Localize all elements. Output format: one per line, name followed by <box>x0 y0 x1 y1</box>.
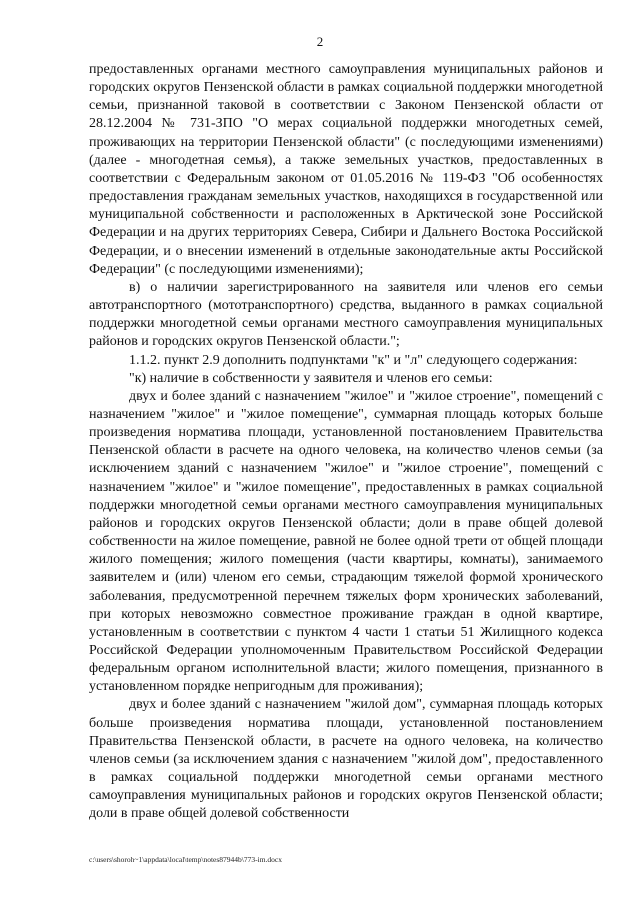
document-body <box>89 61 603 824</box>
paragraph: в) о наличии зарегистрированного на заявителя или членов его семьи автотранспортного (мототранспортного) средства, выданного в рамках социальной поддержки многодетной семьи органами местного самоуправления муниципальных районов и городских округов Пензенской области."; <box>89 279 603 350</box>
paragraph: двух и более зданий с назначением "жилой дом", суммарная площадь которых больше произведения норматива площади, установленной постановлением Правительства Пензенской области, в расчете на одного человека, на количество членов семьи (за исключением здания с назначением "жилой дом", предоставленного в рамках социальной поддержки многодетной семьи органами местного самоуправления муниципальных районов и городских округов Пензенской области; доли в праве общей долевой собственности <box>89 697 603 822</box>
page-number: 2 <box>316 34 324 49</box>
paragraph: 1.1.2. пункт 2.9 дополнить подпунктами "к" и "л" следующего содержания: <box>129 352 578 368</box>
paragraph: предоставленных органами местного самоуправления муниципальных районов и городских округов Пензенской области в рамках социальной поддержки многодетной семьи, признанной таковой в соответствии с Законом Пензенской области от 28.12.2004 № 731-ЗПО "О мерах социальной поддержки многодетных семей, проживающих на территории Пензенской области" (с последующими изменениями) (далее - многодетная семья), а также земельных участков, предоставленных в соответствии с Федеральным законом от 01.05.2016 № 119-ФЗ "Об особенностях предоставления гражданам земельных участков, находящихся в государственной или муниципальной собственности и расположенных в Арктической зоне Российской Федерации и на других территориях Севера, Сибири и Дальнего Востока Российской Федерации, и о внесении изменений в отдельные законодательные акты Российской Федерации" (с последующими изменениями); <box>89 62 603 277</box>
file-path-footer: c:\users\shoroh~1\appdata\local\temp\notes87944b\773-im.docx <box>89 855 282 864</box>
paragraph: двух и более зданий с назначением "жилое" и "жилое строение", помещений с назначением "жилое" и "жилое помещение", суммарная площадь которых больше произведения норматива площади, установленной постановлением Правительства Пензенской области в расчете на одного человека, на количество членов семьи (за исключением зданий с назначением "жилое" и "жилое строение", помещений с назначением "жилое" и "жилое помещение", предоставленных в рамках социальной поддержки многодетной семьи органами местного самоуправления муниципальных районов и городских округов Пензенской области; доли в праве общей долевой собственности на жилое помещение, равной не более одной трети от общей площади жилого помещения; жилого помещения (части квартиры, комнаты), занимаемого заявителем и (или) членом его семьи, страдающим тяжелой формой хронического заболевания, предусмотренной перечнем тяжелых форм хронических заболеваний, при которых невозможно совместное проживание граждан в одной квартире, установленным в соответствии с пунктом 4 части 1 статьи 51 Жилищного кодекса Российской Федерации уполномоченным Правительством Российской Федерации федеральным органом исполнительной власти; жилого помещения, признанного в установленном порядке непригодным для проживания); <box>89 388 603 695</box>
paragraph: "к) наличие в собственности у заявителя и членов его семьи: <box>129 370 493 386</box>
